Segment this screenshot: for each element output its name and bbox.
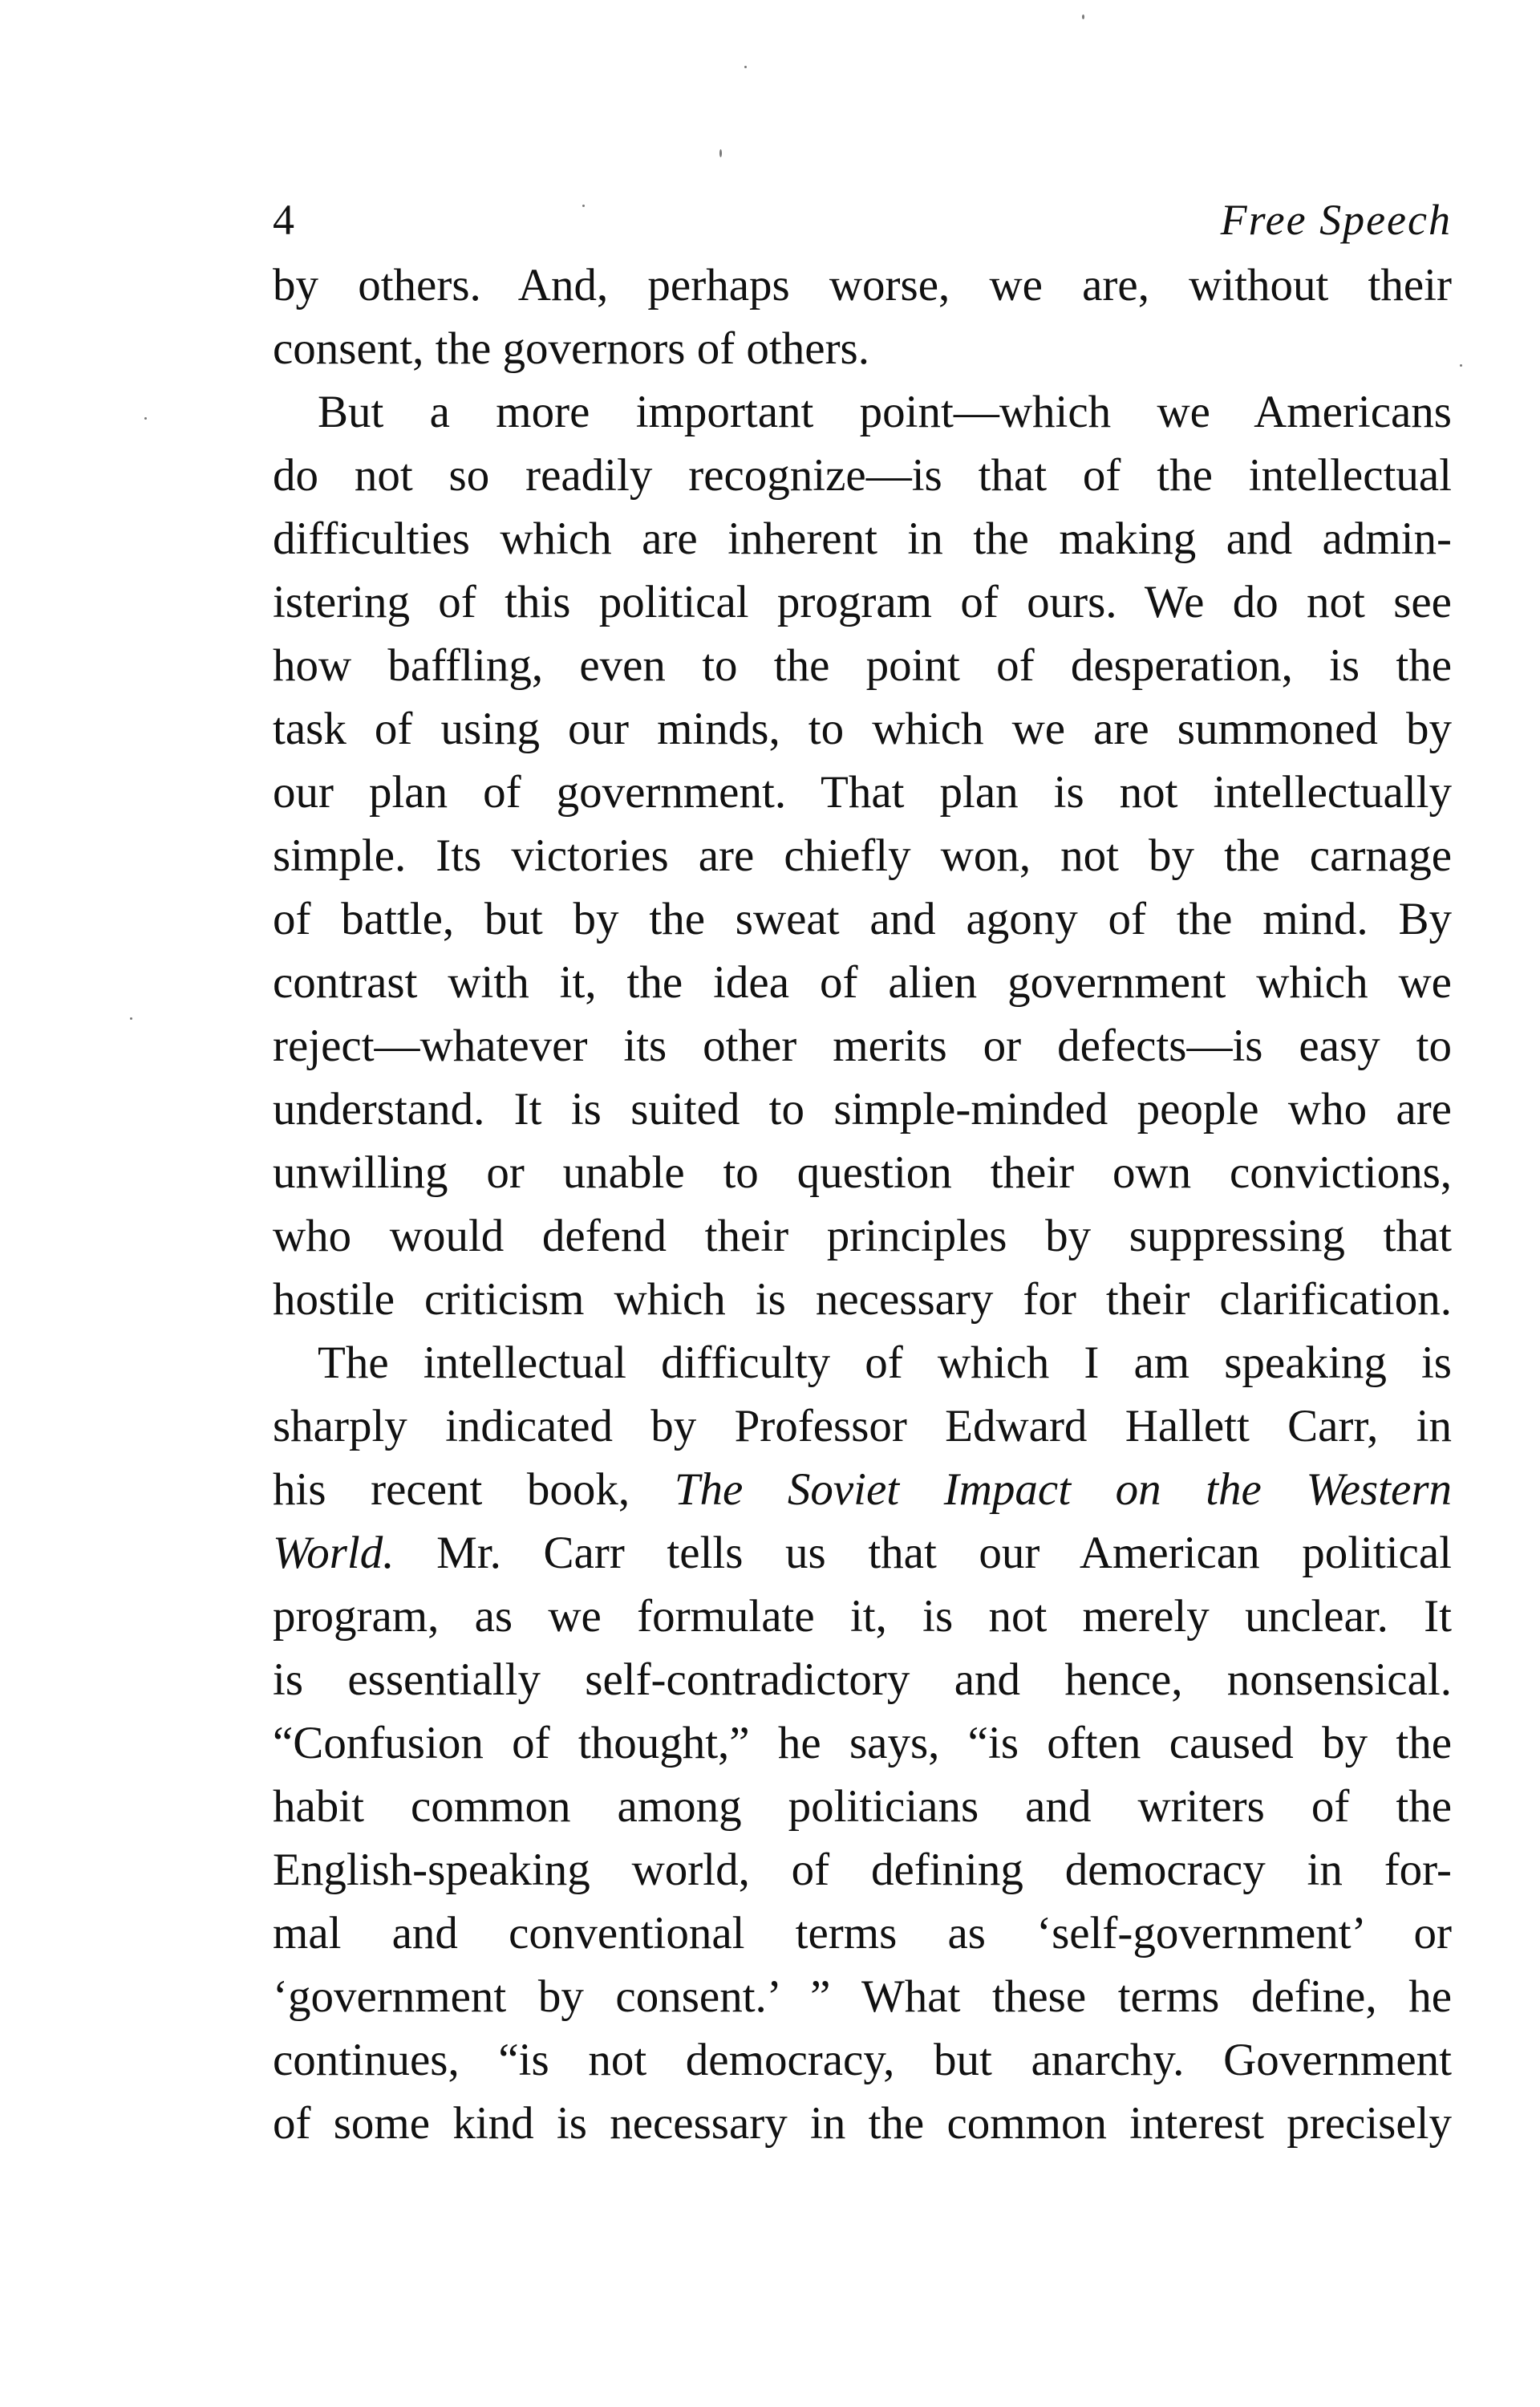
text-line: unwilling or unable to question their own convictions, (273, 1147, 1452, 1198)
text-line: ‘government by consent.’ ” What these terms define, he (273, 1971, 1452, 2022)
text-line: But a more important point—which we Americans (318, 387, 1452, 437)
scan-speck (144, 417, 147, 420)
scan-speck (1460, 364, 1462, 367)
line-text: his recent book, (273, 1464, 675, 1515)
text-line: who would defend their principles by suppressing that (273, 1211, 1452, 1261)
text-line: how baffling, even to the point of desperation, is the (273, 640, 1452, 691)
scan-speck (130, 1017, 132, 1020)
page-number: 4 (273, 196, 294, 244)
text-line: program, as we formulate it, is not merely unclear. It (273, 1591, 1452, 1642)
text-line: habit common among politicians and writers of the (273, 1781, 1452, 1832)
text-line: contrast with it, the idea of alien government which we (273, 957, 1452, 1008)
line-text: Mr. Carr tells us that our American political (394, 1528, 1452, 1578)
scan-speck (1082, 14, 1084, 19)
text-line: task of using our minds, to which we are summoned by (273, 704, 1452, 754)
running-head: Free Speech (1220, 196, 1452, 244)
text-line: sharply indicated by Professor Edward Hallett Carr, in (273, 1401, 1452, 1451)
text-line: consent, the governors of others. (273, 323, 869, 374)
text-line: our plan of government. That plan is not intellectually (273, 767, 1452, 818)
book-title-part-2: World. (273, 1528, 395, 1578)
book-title-part-1: The Soviet Impact on the Western (674, 1464, 1452, 1515)
text-line: hostile criticism which is necessary for their clarification. (273, 1274, 1452, 1325)
text-line: “Confusion of thought,” he says, “is often caused by the (273, 1718, 1452, 1768)
text-line: of some kind is necessary in the common interest precisely (273, 2098, 1452, 2149)
text-line: istering of this political program of ours. We do not see (273, 577, 1452, 627)
text-line: simple. Its victories are chiefly won, not by the carnage (273, 830, 1452, 881)
scan-speck (744, 66, 747, 68)
text-line: do not so readily recognize—is that of the intellectual (273, 450, 1452, 501)
page-header (273, 188, 1452, 252)
text-line: continues, “is not democracy, but anarchy. Government (273, 2035, 1452, 2085)
text-line: of battle, but by the sweat and agony of the mind. By (273, 894, 1452, 944)
text-line: difficulties which are inherent in the making and admin- (273, 513, 1452, 564)
text-line: by others. And, perhaps worse, we are, without their (273, 260, 1452, 311)
text-line: reject—whatever its other merits or defects—is easy to (273, 1021, 1452, 1071)
scan-speck (719, 149, 722, 157)
text-line: English-speaking world, of defining democracy in for- (273, 1845, 1452, 1895)
scan-speck (582, 205, 585, 207)
text-line: mal and conventional terms as ‘self-government’ or (273, 1908, 1452, 1958)
text-line-with-italic-title (273, 1458, 1452, 1521)
text-line: understand. It is suited to simple-minded people who are (273, 1084, 1452, 1134)
text-line-with-italic-title (273, 1521, 1452, 1585)
body-text (273, 254, 1452, 2155)
text-line: is essentially self-contradictory and hence, nonsensical. (273, 1654, 1452, 1705)
text-line: The intellectual difficulty of which I am speaking is (318, 1337, 1452, 1388)
